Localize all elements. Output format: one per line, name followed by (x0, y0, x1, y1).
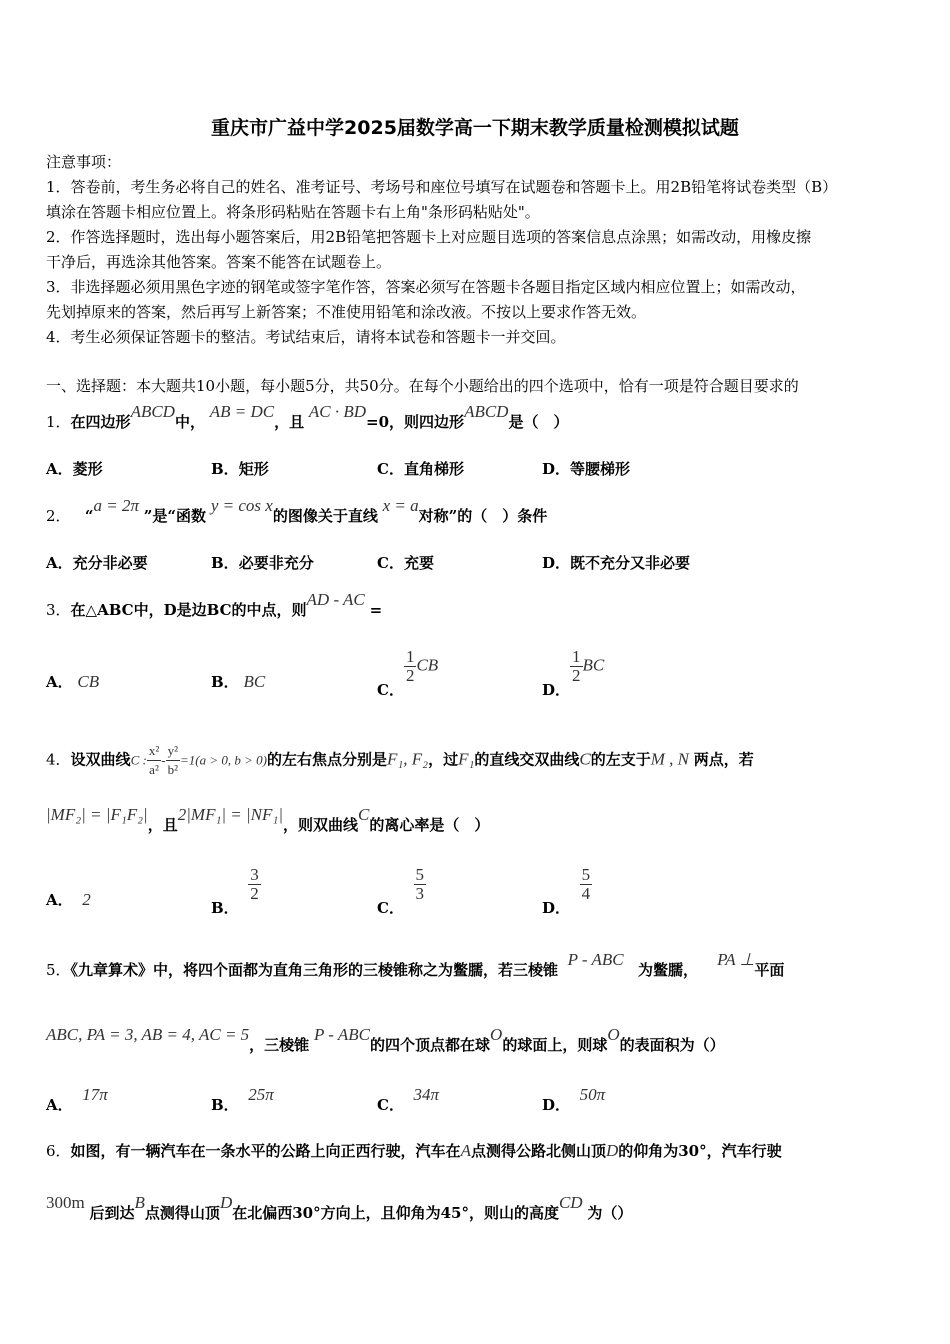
option-c: C．直角梯形 (377, 460, 464, 478)
math: AC · BD (308, 402, 367, 421)
math: |MF₂| = |F₁F₂| (46, 805, 148, 824)
option-d: D．等腰梯形 (542, 460, 631, 478)
section-heading: 一、选择题：本大题共10小题，每小题5分，共50分。在每个小题给出的四个选项中，恰有一项是符合题目要求的 (46, 377, 799, 395)
option-b: B．矩形 (211, 460, 269, 478)
notice-line: 2．作答选择题时，选出每小题答案后，用2B铅笔把答题卡上对应题目选项的答案信息点涂黑；如需改动，用橡皮擦 (46, 228, 812, 246)
question-number: 4． (46, 750, 71, 769)
notice-line: 填涂在答题卡相应位置上。将条形码粘贴在答题卡右上角"条形码粘贴处"。 (46, 203, 540, 221)
question-number: 3． (46, 601, 71, 619)
option-b: B．必要非充分 (211, 554, 314, 572)
question-number: 5． (46, 961, 71, 979)
fraction: $\frac{5}{4}$ (581, 865, 591, 903)
math: D (219, 1193, 233, 1212)
math: a = 2π (93, 496, 139, 515)
option-a: A．充分非必要 (46, 554, 148, 572)
option-d: D． $\frac{1}{2}$ BC (542, 647, 605, 699)
math: 300m (46, 1193, 85, 1212)
option-b: B． $\frac{3}{2}$ (211, 865, 259, 917)
option-a: A．菱形 (46, 460, 103, 478)
question-4-line-1: 4．设双曲线C : $\frac{\text{x²}}{\text{a²}}$ - $\frac{\text{y²}}{\text{b²}}$ =1(a > 0, b > 0)的左右焦点分别是F₁, F₂，过F₁的直线交双曲线C的左支于M , N 两点，若 (46, 743, 754, 777)
option-a: A． 2 (46, 890, 91, 909)
option-c: C． $\frac{1}{2}$ CB (377, 647, 439, 699)
option-c: C．充要 (377, 554, 434, 572)
option-b: B． 25π (211, 1085, 274, 1114)
option-d: D． 50π (542, 1085, 606, 1114)
option-d: D． $\frac{5}{4}$ (542, 865, 591, 917)
fraction: $\frac{5}{3}$ (415, 865, 424, 903)
math: 2|MF₁| = |NF₁| (177, 805, 283, 824)
option-c: C． $\frac{5}{3}$ (377, 865, 424, 917)
math: y = cos x (210, 496, 273, 515)
question-6-line-1: 6．如图，有一辆汽车在一条水平的公路上向正西行驶，汽车在A点测得公路北侧山顶D的仰角为30°，汽车行驶 (46, 1141, 782, 1160)
option-d: D．既不充分又非必要 (542, 554, 691, 572)
math: C (358, 805, 370, 824)
notice-line: 4．考生必须保证答题卡的整洁。考试结束后，请将本试卷和答题卡一并交回。 (46, 328, 566, 346)
question-number: 6． (46, 1142, 71, 1160)
question-4-line-2: |MF₂| = |F₁F₂|，且2|MF₁| = |NF₁|，则双曲线C的离心率是（ ） (46, 805, 490, 834)
notice-line: 先划掉原来的答案，然后再写上新答案；不准使用铅笔和涂改液。不按以上要求作答无效。 (46, 303, 647, 321)
question-2: 2． “a = 2π ”是“函数 y = cos x的图像关于直线 x = a对称”的（ ）条件 (46, 496, 548, 525)
question-3: 3．在△ABC中，D是边BC的中点，则AD - AC = (46, 590, 383, 619)
fraction: $\frac{1}{2}$ (405, 647, 415, 685)
math: ABCD (464, 402, 509, 421)
notice-line: 干净后，再选涂其他答案。答案不能答在试题卷上。 (46, 253, 392, 271)
question-1: 1．在四边形ABCD中， AB = DC，且 AC · BD=0，则四边形ABCD是（ ） (46, 402, 569, 431)
fraction: $\frac{3}{2}$ (250, 865, 259, 903)
math: O (490, 1025, 503, 1044)
math: PA ⊥ (717, 950, 755, 969)
question-number: 2． (46, 507, 71, 525)
math: ABC, PA = 3, AB = 4, AC = 5 (46, 1025, 250, 1044)
question-5-line-1: 5．《九章算术》中，将四个面都为直角三角形的三棱锥称之为鳖臑，若三棱锥 P - ABC 为鳖臑， PA ⊥平面 (46, 950, 785, 979)
notice-heading: 注意事项： (46, 153, 122, 171)
notice-line: 3．非选择题必须用黑色字迹的钢笔或签字笔作答，答案必须写在答题卡各题目指定区域内相应位置上；如需改动， (46, 278, 806, 296)
option-a: A． CB (46, 672, 100, 691)
fraction: $\frac{\text{x²}}{\text{a²}}$ (148, 743, 160, 777)
math: x = a (382, 496, 419, 515)
question-5-line-2: ABC, PA = 3, AB = 4, AC = 5，三棱锥 P - ABC的四个顶点都在球O的球面上，则球O的表面积为（） (46, 1025, 725, 1054)
math: AD - AC (306, 590, 365, 609)
math: B (134, 1193, 145, 1212)
question-number: 1． (46, 413, 71, 431)
option-a: A． 17π (46, 1085, 108, 1114)
question-6-line-2: 300m 后到达B点测得山顶D在北偏西30°方向上，且仰角为45°，则山的高度CD 为（） (46, 1193, 633, 1222)
fraction: $\frac{\text{y²}}{\text{b²}}$ (167, 743, 178, 777)
option-b: B． BC (211, 672, 266, 691)
page-title: 重庆市广益中学2025届数学高一下期末教学质量检测模拟试题 (211, 117, 739, 139)
math: CD (558, 1193, 583, 1212)
math: ABCD (130, 402, 175, 421)
math: AB = DC (209, 402, 275, 421)
option-c: C． 34π (377, 1085, 440, 1114)
fraction: $\frac{1}{2}$ (572, 647, 581, 685)
math: O (607, 1025, 620, 1044)
math: P - ABC (313, 1025, 371, 1044)
notice-line: 1．答卷前，考生务必将自己的姓名、准考证号、考场号和座位号填写在试题卷和答题卡上。用2B铅笔将试卷类型（B） (46, 178, 838, 196)
math: P - ABC (567, 950, 624, 969)
